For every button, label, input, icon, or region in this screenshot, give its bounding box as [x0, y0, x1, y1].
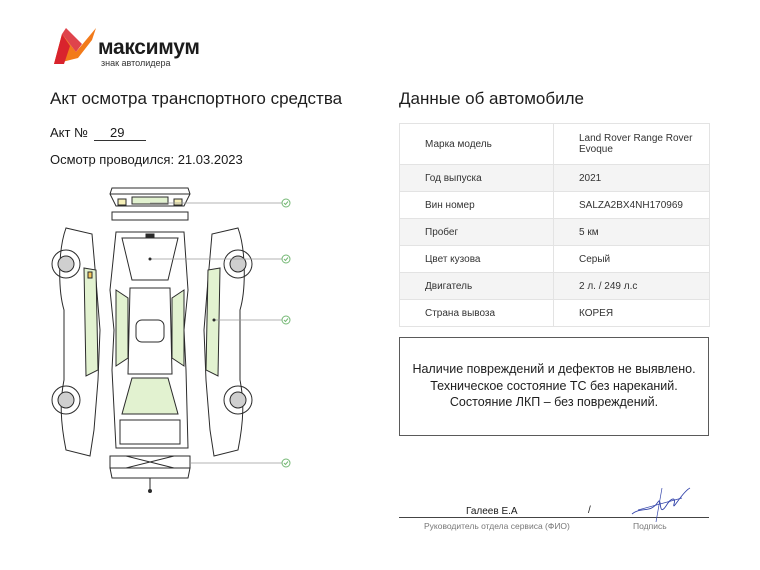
row-label: Цвет кузова: [400, 246, 554, 273]
row-value: Land Rover Range Rover Evoque: [554, 124, 710, 165]
row-label: Год выпуска: [400, 165, 554, 192]
conclusion-line: Состояние ЛКП – без повреждений.: [449, 395, 659, 409]
table-row: [400, 246, 710, 273]
check-icon: [282, 199, 290, 207]
row-label: Вин номер: [400, 192, 554, 219]
brand-logo-icon: [52, 26, 104, 66]
signature-caption: Подпись: [633, 521, 667, 531]
table-row: [400, 273, 710, 300]
act-number-label: Акт №: [50, 125, 89, 140]
row-value: 2 л. / 249 л.с: [554, 273, 710, 300]
check-icon: [282, 316, 290, 324]
handwritten-signature-icon: [628, 484, 694, 524]
row-value: Серый: [554, 246, 710, 273]
row-value: 5 км: [554, 219, 710, 246]
row-value: SALZA2BX4NH170969: [554, 192, 710, 219]
conclusion-line: Техническое состояние ТС без нареканий.: [430, 378, 678, 393]
signature-separator: /: [588, 505, 591, 516]
signer-name: Галеев Е.А: [466, 506, 518, 517]
table-row: [400, 192, 710, 219]
row-label: Марка модель: [400, 124, 554, 165]
row-value: 2021: [554, 165, 710, 192]
vehicle-data-table: [399, 123, 710, 327]
table-row: [400, 300, 710, 327]
top-view: [110, 232, 188, 448]
brand-tagline: знак автолидера: [101, 58, 171, 68]
check-icon: [282, 459, 290, 467]
table-row: [400, 219, 710, 246]
table-row: [400, 165, 710, 192]
act-number-value: 29: [94, 125, 146, 141]
inspection-date-label: Осмотр проводился:: [50, 152, 175, 167]
table-row: [400, 124, 710, 165]
rear-view: [110, 456, 190, 493]
inspection-date-line: [50, 152, 243, 167]
inspection-date-value: 21.03.2023: [177, 152, 243, 167]
row-label: Пробег: [400, 219, 554, 246]
act-title: Акт осмотра транспортного средства: [50, 89, 343, 108]
row-value: КОРЕЯ: [554, 300, 710, 327]
right-side-view: [204, 228, 252, 456]
inspection-conclusion: [399, 337, 709, 436]
row-label: Двигатель: [400, 273, 554, 300]
left-side-view: [52, 228, 100, 456]
signer-role-caption: Руководитель отдела сервиса (ФИО): [424, 521, 570, 531]
front-view: [110, 188, 190, 220]
brand-name: максимум: [98, 36, 200, 59]
row-label: Страна вывоза: [400, 300, 554, 327]
vehicle-title: Данные об автомобиле: [399, 89, 584, 108]
car-damage-diagram: [40, 180, 310, 500]
check-icon: [282, 255, 290, 263]
conclusion-line: Наличие повреждений и дефектов не выявлено.: [412, 362, 696, 376]
act-number-line: [50, 125, 146, 141]
